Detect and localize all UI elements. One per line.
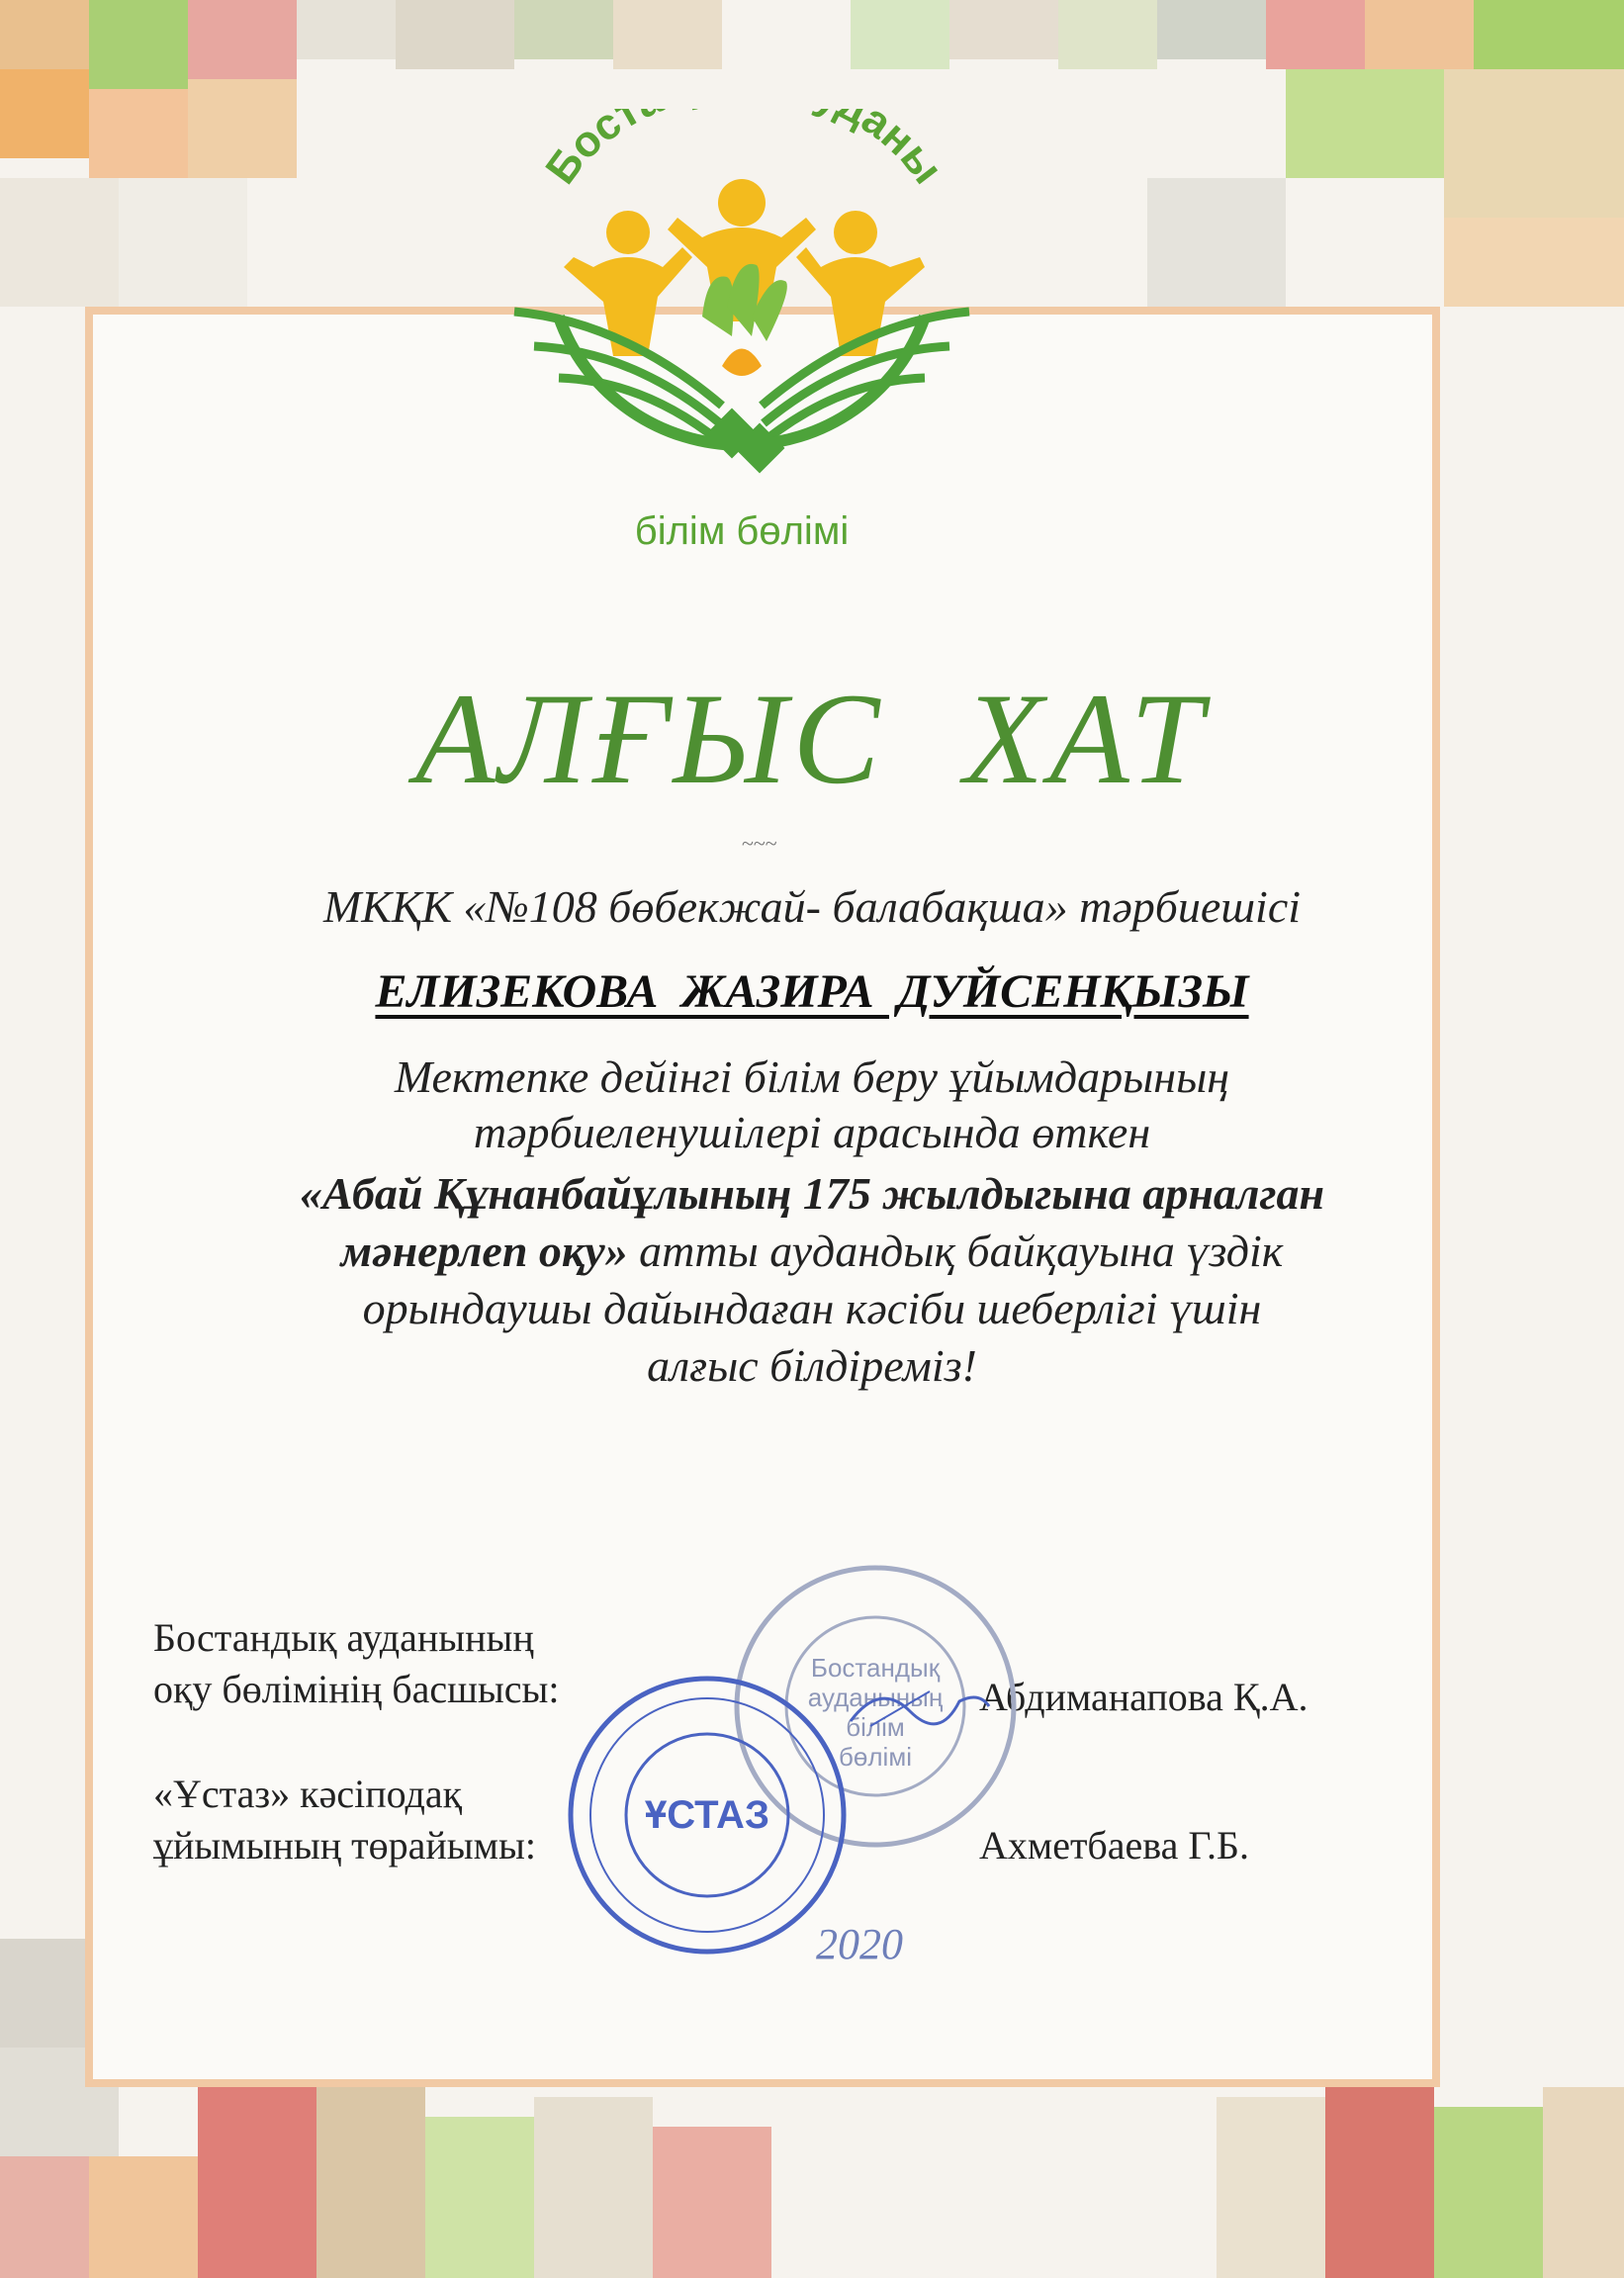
body-line-3: «Абай Құнанбайұлының 175 жылдыгына арналган [299, 1168, 1324, 1219]
union-stamp-text: ҰСТАЗ [645, 1793, 769, 1837]
signature-scribble [841, 1672, 999, 1741]
body-line-5: орындаушы дайындаған кәсіби шеберлігі үшін [362, 1283, 1262, 1333]
logo-bottom-text: білім бөлімі [634, 509, 850, 553]
signature-1-name: Абдиманапова Қ.А. [979, 1675, 1308, 1719]
signature-1-role-line1: Бостандық ауданының [153, 1615, 534, 1660]
body-line-4-bold: мәнерлеп оқу» [340, 1226, 628, 1276]
logo-top-text: Бост аны [536, 109, 952, 193]
year: 2020 [816, 1920, 903, 1968]
department-stamp-text-4: бөлімі [839, 1742, 912, 1772]
decorative-dash: ~~~ [742, 831, 777, 856]
department-stamp-text-1: Бостандық [810, 1653, 941, 1683]
district-logo [455, 109, 1029, 564]
body-line-6: алғыс білдіреміз! [647, 1340, 977, 1391]
document-title: АЛҒЫС ХАТ [414, 666, 1210, 811]
union-stamp [564, 1672, 851, 1959]
signature-2-role-line1: «Ұстаз» кәсіподақ [153, 1772, 463, 1816]
body-line-2: тәрбиеленушілері арасында өткен [473, 1107, 1151, 1157]
body-line-4-rest: атты аудандық байқауына үздік [627, 1226, 1284, 1276]
signature-1-role-line2: оқу бөлімінің басшысы: [153, 1667, 560, 1711]
department-stamp-text-2: ауданының [807, 1683, 944, 1712]
body-line-4 [0, 1225, 1624, 1277]
body-line-1: Мектепке дейінгі білім беру ұйымдарының [394, 1051, 1230, 1102]
signature-2-role-line2: ұйымының төрайымы: [153, 1823, 536, 1868]
subtitle: МКҚК «№108 бөбекжай- балабақша» тәрбиешісі [322, 881, 1302, 932]
signature-2-name: Ахметбаева Г.Б. [979, 1823, 1249, 1868]
department-stamp-text-3: білім [846, 1712, 905, 1742]
recipient-name: ЕЛИЗЕКОВА ЖАЗИРА ДУЙСЕНҚЫЗЫ [375, 965, 1249, 1018]
